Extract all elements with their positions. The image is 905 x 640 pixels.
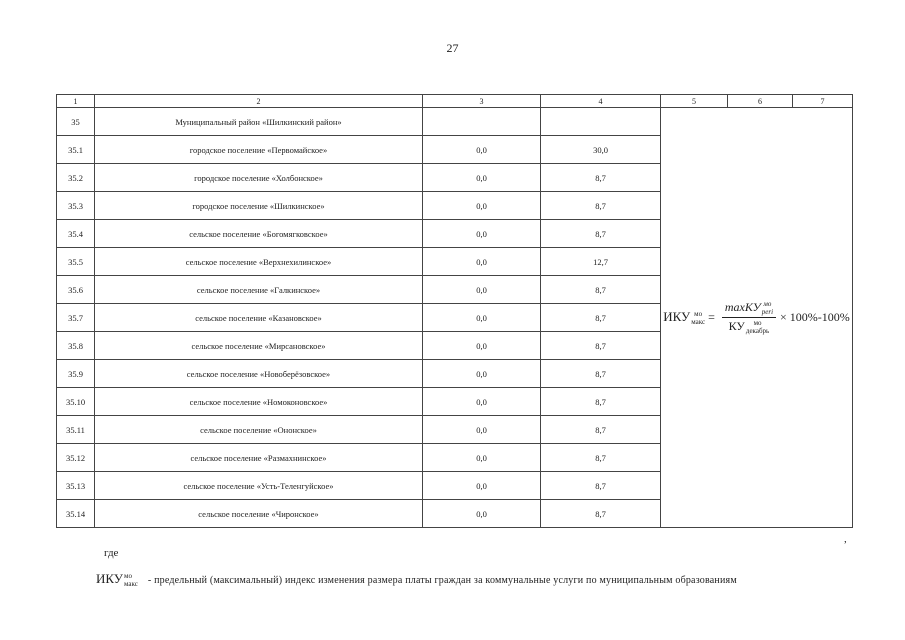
equals-sign: = — [705, 310, 718, 324]
header-col-4: 4 — [541, 95, 661, 108]
row-col-3: 0,0 — [423, 332, 541, 360]
row-number: 35.6 — [57, 276, 95, 304]
row-col-4: 8,7 — [541, 360, 661, 388]
definition — [96, 571, 856, 588]
row-name: сельское поселение «Казановское» — [95, 304, 423, 332]
header-col-5: 5 — [661, 95, 728, 108]
row-col-4: 30,0 — [541, 136, 661, 164]
page-number: 27 — [446, 41, 459, 55]
row-col-3: 0,0 — [423, 276, 541, 304]
row-col-3: 0,0 — [423, 220, 541, 248]
row-col-3: 0,0 — [423, 388, 541, 416]
section-col-3 — [423, 108, 541, 136]
row-col-4: 8,7 — [541, 276, 661, 304]
row-col-4: 8,7 — [541, 472, 661, 500]
row-name: сельское поселение «Номоконовское» — [95, 388, 423, 416]
section-name: Муниципальный район «Шилкинский район» — [95, 108, 423, 136]
row-col-3: 0,0 — [423, 472, 541, 500]
row-col-4: 8,7 — [541, 444, 661, 472]
row-col-4: 8,7 — [541, 220, 661, 248]
header-row — [57, 95, 853, 108]
row-col-4: 8,7 — [541, 388, 661, 416]
row-col-3: 0,0 — [423, 192, 541, 220]
row-col-4: 8,7 — [541, 192, 661, 220]
row-name: сельское поселение «Галкинское» — [95, 276, 423, 304]
row-col-4: 8,7 — [541, 332, 661, 360]
row-name: городское поселение «Шилкинское» — [95, 192, 423, 220]
header-col-6: 6 — [728, 95, 793, 108]
row-name: сельское поселение «Усть-Теленгуйское» — [95, 472, 423, 500]
formula-lhs: ИКУ мо макс — [663, 308, 706, 326]
section-number: 35 — [57, 108, 95, 136]
row-number: 35.10 — [57, 388, 95, 416]
row-col-4: 8,7 — [541, 416, 661, 444]
row-col-3: 0,0 — [423, 500, 541, 528]
row-number: 35.1 — [57, 136, 95, 164]
header-col-3: 3 — [423, 95, 541, 108]
formula-numerator: maxКУ мо peri — [722, 300, 776, 318]
definition-text: - предельный (максимальный) индекс изменения размера платы граждан за коммунальные услуги по муниципальным образованиям — [147, 575, 737, 586]
row-col-3: 0,0 — [423, 360, 541, 388]
row-col-4: 8,7 — [541, 164, 661, 192]
header-col-1: 1 — [57, 95, 95, 108]
row-col-3: 0,0 — [423, 248, 541, 276]
tariff-table — [56, 94, 853, 528]
row-col-3: 0,0 — [423, 164, 541, 192]
row-name: сельское поселение «Верхнехилинское» — [95, 248, 423, 276]
row-number: 35.7 — [57, 304, 95, 332]
row-name: сельское поселение «Мирсановское» — [95, 332, 423, 360]
section-col-4 — [541, 108, 661, 136]
row-number: 35.13 — [57, 472, 95, 500]
row-name: сельское поселение «Богомягковское» — [95, 220, 423, 248]
index-formula — [661, 300, 852, 336]
row-col-3: 0,0 — [423, 304, 541, 332]
formula-comma: , — [844, 533, 847, 545]
row-number: 35.9 — [57, 360, 95, 388]
row-name: сельское поселение «Новоберёзовское» — [95, 360, 423, 388]
row-col-4: 12,7 — [541, 248, 661, 276]
row-number: 35.3 — [57, 192, 95, 220]
header-col-2: 2 — [95, 95, 423, 108]
row-number: 35.5 — [57, 248, 95, 276]
definition-symbol: ИКУ мо макс — [96, 571, 138, 589]
header-col-7: 7 — [793, 95, 853, 108]
formula-cell — [661, 108, 853, 528]
formula-denominator: КУ мо декабрь — [728, 319, 770, 336]
row-number: 35.2 — [57, 164, 95, 192]
row-col-4: 8,7 — [541, 500, 661, 528]
row-col-3: 0,0 — [423, 444, 541, 472]
formula-fraction — [722, 300, 776, 336]
row-col-4: 8,7 — [541, 304, 661, 332]
row-name: сельское поселение «Размахнинское» — [95, 444, 423, 472]
row-name: сельское поселение «Ононское» — [95, 416, 423, 444]
row-number: 35.11 — [57, 416, 95, 444]
row-name: сельское поселение «Чиронское» — [95, 500, 423, 528]
row-name: городское поселение «Первомайское» — [95, 136, 423, 164]
where-label: где — [104, 547, 119, 559]
row-number: 35.4 — [57, 220, 95, 248]
row-number: 35.12 — [57, 444, 95, 472]
formula-tail: × 100%-100% — [780, 310, 850, 324]
row-col-3: 0,0 — [423, 136, 541, 164]
row-name: городское поселение «Холбонское» — [95, 164, 423, 192]
row-number: 35.14 — [57, 500, 95, 528]
row-number: 35.8 — [57, 332, 95, 360]
section-row — [57, 108, 853, 136]
row-col-3: 0,0 — [423, 416, 541, 444]
